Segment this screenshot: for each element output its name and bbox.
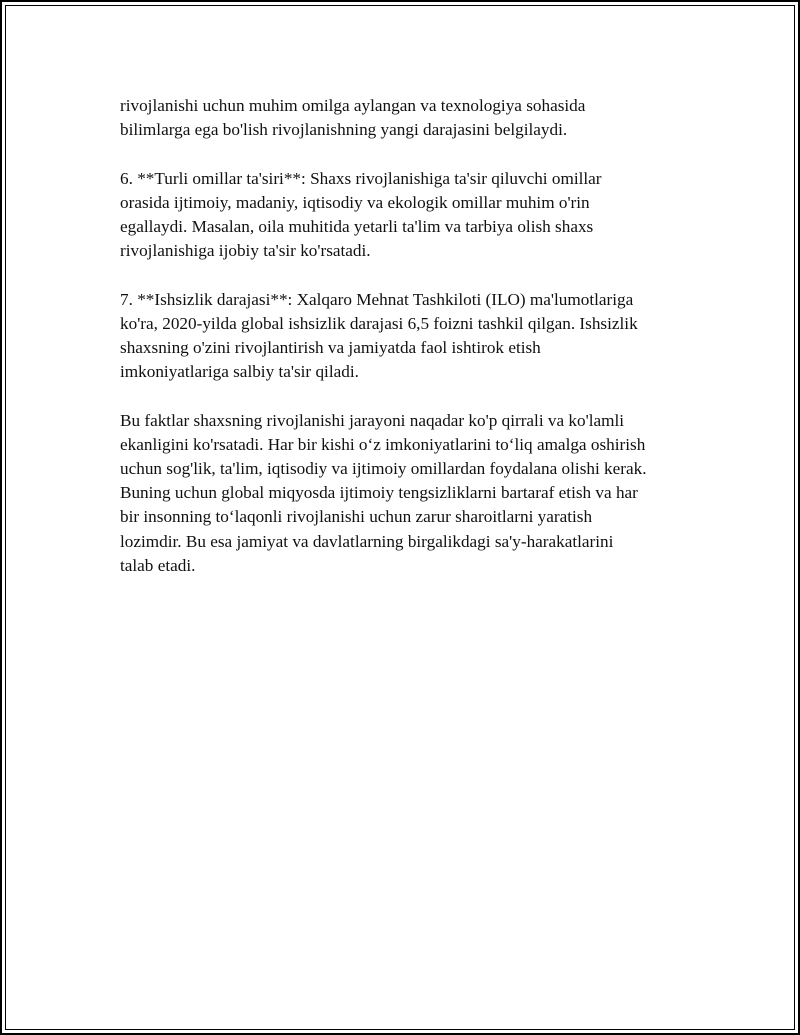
text-line: uchun sog'lik, ta'lim, iqtisodiy va ijtimoiy omillardan foydalana olishi kerak. bbox=[120, 459, 647, 478]
text-line: talab etadi. bbox=[120, 555, 196, 575]
text-line: lozimdir. Bu esa jamiyat va davlatlarning birgalikdagi sa'y-harakatlarini bbox=[120, 531, 614, 551]
paragraph-conclusion bbox=[120, 409, 700, 578]
text-line: ekanligini ko'rsatadi. Har bir kishi o‘z imkoniyatlarini to‘liq amalga oshirish bbox=[120, 434, 646, 454]
paragraph-item-7 bbox=[120, 288, 700, 385]
paragraph-intro-continuation bbox=[120, 94, 700, 142]
text-line: rivojlanishi uchun muhim omilga aylangan va texnologiya sohasida bbox=[120, 96, 586, 115]
text-line: 7. **Ishsizlik darajasi**: Xalqaro Mehnat Tashkiloti (ILO) ma'lumotlariga bbox=[120, 289, 634, 309]
text-line: ko'ra, 2020-yilda global ishsizlik darajasi 6,5 foizni tashkil qilgan. Ishsizlik bbox=[120, 313, 638, 333]
text-line: Buning uchun global miqyosda ijtimoiy tengsizliklarni bartaraf etish va har bbox=[120, 483, 638, 503]
text-line: 6. **Turli omillar ta'siri**: Shaxs rivojlanishiga ta'sir qiluvchi omillar bbox=[120, 168, 602, 188]
text-line: Bu faktlar shaxsning rivojlanishi jarayoni naqadar ko'p qirrali va ko'lamli bbox=[120, 410, 625, 430]
text-line: bilimlarga ega bo'lish rivojlanishning yangi darajasini belgilaydi. bbox=[120, 120, 568, 140]
text-line: egallaydi. Masalan, oila muhitida yetarli ta'lim va tarbiya olish shaxs bbox=[120, 217, 594, 236]
text-line: shaxsning o'zini rivojlantirish va jamiyatda faol ishtirok etish bbox=[120, 338, 541, 357]
document-body bbox=[120, 94, 700, 602]
text-line: bir insonning to‘laqonli rivojlanishi uchun zarur sharoitlarni yaratish bbox=[120, 507, 593, 527]
text-line: imkoniyatlariga salbiy ta'sir qiladi. bbox=[120, 362, 359, 382]
text-line: orasida ijtimoiy, madaniy, iqtisodiy va ekologik omillar muhim o'rin bbox=[120, 192, 590, 212]
paragraph-item-6 bbox=[120, 167, 700, 264]
text-line: rivojlanishiga ijobiy ta'sir ko'rsatadi. bbox=[120, 241, 371, 261]
